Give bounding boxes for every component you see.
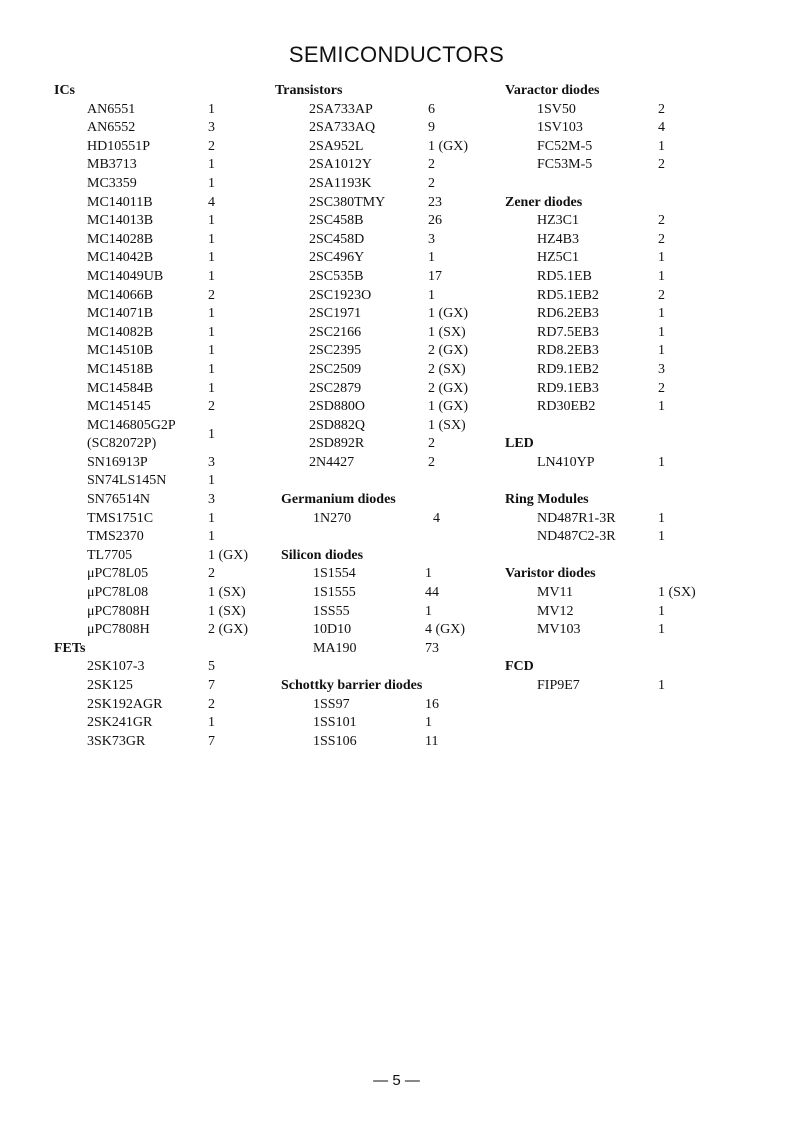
part-number: SN16913P [87, 454, 148, 470]
quantity: 1 (SX) [208, 585, 246, 601]
section-heading-fcd: FCD [505, 659, 534, 675]
part-number: FC53M-5 [537, 157, 593, 173]
part-number: HZ4B3 [537, 231, 579, 247]
list-item [275, 212, 442, 231]
part-number: 2SA1012Y [309, 157, 373, 173]
part-number: RD7.5EB3 [537, 324, 599, 340]
part-number: 1N270 [313, 510, 352, 526]
quantity: 2 [658, 231, 665, 247]
list-item [54, 342, 215, 361]
quantity: 9 [428, 120, 435, 136]
quantity: 2 [208, 566, 215, 582]
section-ics [54, 82, 249, 640]
section-transistors [275, 82, 469, 472]
section-heading-ics: ICs [54, 83, 76, 98]
list-item [54, 733, 215, 752]
quantity: 1 [208, 231, 215, 247]
part-number: ND487C2-3R [537, 529, 616, 545]
part-number: AN6552 [87, 120, 136, 136]
fcd-list [505, 677, 665, 696]
list-item [505, 584, 696, 603]
part-number: MV12 [537, 603, 574, 619]
quantity: 2 [658, 287, 665, 303]
list-item [54, 491, 215, 510]
part-number: 2SK241GR [87, 715, 153, 731]
section-varistor [505, 565, 696, 639]
list-item [505, 138, 665, 157]
list-item [505, 268, 665, 287]
list-item [505, 398, 665, 417]
part-number: MC145145 [87, 399, 151, 415]
list-item [54, 287, 215, 306]
part-number: FC52M-5 [537, 138, 593, 154]
quantity: 1 [658, 529, 665, 545]
list-item [281, 733, 439, 752]
list-item [275, 249, 435, 268]
list-item [54, 528, 215, 547]
list-item [54, 603, 246, 622]
list-item [54, 696, 215, 715]
quantity: 1 [208, 529, 215, 545]
list-item [275, 175, 435, 194]
list-item [54, 584, 246, 603]
part-number: HZ3C1 [537, 213, 579, 229]
quantity: 1 [208, 213, 215, 229]
quantity: 26 [428, 213, 442, 229]
quantity: 2 (GX) [208, 622, 249, 638]
list-item [275, 380, 469, 399]
quantity: 1 (SX) [428, 324, 466, 340]
quantity: 73 [425, 640, 439, 656]
list-item [281, 640, 439, 659]
list-item [54, 658, 215, 677]
ics-list-2 [54, 454, 249, 640]
list-item [54, 361, 215, 380]
part-number: μPC78L08 [87, 585, 149, 601]
list-item [505, 249, 665, 268]
part-number: RD9.1EB3 [537, 380, 599, 396]
quantity: 1 (GX) [208, 547, 249, 563]
quantity: 2 [658, 101, 665, 117]
quantity: 3 [208, 120, 215, 136]
ics-list [54, 101, 215, 417]
list-item [54, 175, 215, 194]
quantity: 1 (GX) [428, 399, 469, 415]
part-number: 2SC1923O [309, 287, 372, 303]
part-number: MV103 [537, 622, 581, 638]
part-number: 2SC2395 [309, 343, 362, 359]
part-line-1: MC146805G2P [87, 417, 176, 433]
section-heading-fets: FETs [54, 640, 86, 656]
list-item [275, 156, 435, 175]
column-2 [275, 82, 469, 751]
quantity: 1 [658, 678, 665, 693]
part-number: RD9.1EB2 [537, 361, 599, 377]
quantity: 2 [428, 157, 435, 173]
schottky-list [281, 696, 439, 752]
fets-list [54, 658, 215, 751]
list-item [54, 454, 215, 473]
section-schottky [281, 677, 439, 751]
quantity: 1 [208, 157, 215, 173]
quantity: 1 [208, 343, 215, 359]
section-led [505, 435, 665, 472]
part-number: 2SK125 [87, 678, 133, 693]
quantity: 1 [658, 268, 665, 284]
list-item [54, 249, 215, 268]
part-number: MV11 [537, 585, 574, 601]
part-number: 2SC458B [309, 213, 364, 229]
part-number: TL7705 [87, 547, 133, 563]
zener-list [505, 212, 665, 417]
list-item [505, 212, 665, 231]
quantity: 1 [425, 566, 432, 582]
section-heading-transistors: Transistors [275, 83, 343, 98]
section-heading-silicon: Silicon diodes [281, 547, 364, 563]
part-number: MA190 [313, 640, 357, 656]
list-item [505, 677, 665, 696]
quantity: 2 (GX) [428, 343, 469, 359]
quantity: 1 [208, 268, 215, 284]
part-number: 2SC380TMY [309, 194, 386, 210]
section-varactor [505, 82, 665, 175]
part-number: 2SC1971 [309, 306, 362, 322]
list-item [281, 696, 439, 715]
part-number: MC14518B [87, 361, 154, 377]
quantity: 1 (SX) [658, 585, 696, 601]
quantity: 4 [433, 510, 440, 526]
quantity: 2 [658, 157, 665, 173]
list-item [275, 119, 435, 138]
quantity: 2 [428, 454, 435, 470]
list-item [275, 287, 435, 306]
part-number [87, 417, 176, 454]
list-item [281, 603, 432, 622]
part-number: MC14013B [87, 213, 154, 229]
list-item [54, 510, 215, 529]
list-item [275, 435, 435, 454]
section-heading-led: LED [505, 436, 534, 452]
list-item [281, 584, 439, 603]
list-item [505, 156, 665, 175]
quantity: 5 [208, 659, 215, 675]
part-number: 2SA733AP [309, 101, 373, 117]
quantity: 1 (SX) [428, 417, 466, 433]
list-item [54, 398, 215, 417]
part-number: LN410YP [537, 454, 595, 470]
part-number: 2SD880O [309, 399, 366, 415]
quantity: 1 [658, 510, 665, 526]
part-number: 2SD882Q [309, 417, 366, 433]
list-item [505, 510, 665, 529]
quantity: 1 [208, 361, 215, 377]
section-heading-varistor: Varistor diodes [505, 566, 596, 582]
quantity: 1 [658, 454, 665, 470]
section-heading-schottky: Schottky barrier diodes [281, 678, 423, 693]
part-number: RD6.2EB3 [537, 306, 599, 322]
part-number: 1S1554 [313, 566, 356, 582]
quantity: 3 [208, 492, 215, 508]
quantity: 1 [208, 715, 215, 731]
part-number: MC14082B [87, 324, 154, 340]
transistors-list [275, 101, 469, 473]
quantity: 3 [208, 454, 215, 470]
list-item [54, 268, 215, 287]
quantity: 2 (GX) [428, 380, 469, 396]
list-item [505, 287, 665, 306]
section-fcd [505, 658, 665, 695]
part-number: 1SV103 [537, 120, 583, 136]
quantity: 1 [428, 250, 435, 266]
list-item [505, 603, 665, 622]
quantity: 1 [428, 287, 435, 303]
list-item [54, 101, 215, 120]
part-number: SN76514N [87, 492, 151, 508]
quantity: 1 [208, 175, 215, 191]
part-number: 2SA1193K [309, 175, 372, 191]
list-item [505, 621, 665, 640]
section-heading-varactor: Varactor diodes [505, 83, 600, 98]
quantity: 23 [428, 194, 442, 210]
part-number: 2SC535B [309, 268, 364, 284]
list-item [275, 268, 442, 287]
quantity: 1 [208, 473, 215, 489]
list-item [275, 305, 469, 324]
part-number: MC14028B [87, 231, 154, 247]
quantity: 3 [428, 231, 435, 247]
part-number: RD30EB2 [537, 399, 596, 415]
quantity: 16 [425, 696, 439, 712]
part-number: μPC78L05 [87, 566, 149, 582]
column-3 [505, 82, 696, 696]
quantity: 1 (GX) [428, 138, 469, 154]
list-item [275, 454, 435, 473]
section-zener [505, 194, 665, 417]
section-fets [54, 640, 215, 752]
quantity: 1 (SX) [208, 603, 246, 619]
list-item [275, 231, 435, 250]
ring-list [505, 510, 665, 547]
part-number: 2SK107-3 [87, 659, 145, 675]
quantity: 1 [658, 324, 665, 340]
list-item [54, 231, 215, 250]
part-number: HD10551P [87, 138, 151, 154]
list-item [54, 156, 215, 175]
part-number: FIP9E7 [537, 678, 580, 693]
part-number: MC14584B [87, 380, 154, 396]
quantity: 1 [208, 101, 215, 117]
germanium-list [281, 510, 440, 529]
part-number: 1SS106 [313, 733, 357, 749]
section-germanium [281, 491, 440, 528]
quantity: 1 [658, 138, 665, 154]
list-item [505, 361, 665, 380]
list-item [275, 398, 469, 417]
part-number: μPC7808H [87, 622, 150, 638]
list-item [281, 565, 432, 584]
part-number: MC14011B [87, 194, 153, 210]
list-item [54, 714, 215, 733]
quantity: 2 [208, 399, 215, 415]
part-number: MC14042B [87, 250, 154, 266]
quantity: 3 [658, 361, 665, 377]
quantity: 1 [658, 622, 665, 638]
list-item [281, 714, 432, 733]
quantity: 2 (SX) [428, 361, 466, 377]
list-item [281, 510, 440, 529]
quantity: 44 [425, 585, 439, 601]
list-item [54, 547, 249, 566]
part-number: 2SC2166 [309, 324, 362, 340]
list-item [505, 528, 665, 547]
quantity: 4 (GX) [425, 622, 466, 638]
list-item [505, 119, 665, 138]
led-list [505, 454, 665, 473]
quantity: 1 [658, 306, 665, 322]
quantity: 2 [658, 380, 665, 396]
part-number: MC14510B [87, 343, 154, 359]
quantity: 1 [208, 324, 215, 340]
part-number: MC14066B [87, 287, 154, 303]
quantity: 1 (GX) [428, 306, 469, 322]
part-number: SN74LS145N [87, 473, 167, 489]
part-number: ND487R1-3R [537, 510, 616, 526]
quantity: 11 [425, 733, 439, 749]
quantity: 1 [208, 380, 215, 396]
list-item [275, 342, 469, 361]
list-item [505, 101, 665, 120]
list-item [54, 621, 249, 640]
section-ring [505, 491, 665, 547]
part-line-2: (SC82072P) [87, 436, 157, 452]
part-number: HZ5C1 [537, 250, 579, 266]
list-item [505, 342, 665, 361]
varactor-list [505, 101, 665, 175]
list-item [275, 324, 466, 343]
quantity: 1 [658, 399, 665, 415]
page-number: — 5 — [373, 1072, 420, 1089]
part-number: RD5.1EB2 [537, 287, 599, 303]
list-item [281, 621, 466, 640]
part-number: 2SC458D [309, 231, 365, 247]
part-number: μPC7808H [87, 603, 150, 619]
part-number: 2SC2509 [309, 361, 362, 377]
quantity: 2 [208, 696, 215, 712]
quantity: 1 [208, 306, 215, 322]
section-heading-zener: Zener diodes [505, 194, 583, 210]
quantity: 1 [425, 715, 432, 731]
list-item [54, 194, 215, 213]
quantity: 17 [428, 268, 442, 284]
quantity: 2 [208, 138, 215, 154]
part-number: 2SK192AGR [87, 696, 163, 712]
quantity: 1 [425, 603, 432, 619]
part-number: MB3713 [87, 157, 137, 173]
section-silicon [281, 547, 466, 659]
part-number: 1S1555 [313, 585, 356, 601]
list-item [54, 565, 215, 584]
quantity: 2 [428, 436, 435, 452]
list-item [275, 194, 442, 213]
section-heading-germanium: Germanium diodes [281, 492, 396, 508]
column-1 [54, 82, 249, 751]
list-item [275, 361, 466, 380]
list-item [54, 212, 215, 231]
section-heading-ring: Ring Modules [505, 492, 589, 508]
list-item [54, 138, 215, 157]
quantity: 2 [428, 175, 435, 191]
list-item [54, 677, 215, 696]
part-number: 2SD892R [309, 436, 365, 452]
list-item [54, 305, 215, 324]
part-number: 1SS97 [313, 696, 350, 712]
quantity: 4 [658, 120, 665, 136]
ics-double-row [54, 417, 215, 454]
part-number: 1SS55 [313, 603, 350, 619]
part-number: RD8.2EB3 [537, 343, 599, 359]
part-number: MC3359 [87, 175, 137, 191]
part-number: TMS1751C [87, 510, 154, 526]
list-item [54, 324, 215, 343]
part-number: 1SV50 [537, 101, 576, 117]
part-number: 3SK73GR [87, 733, 146, 749]
list-item [54, 119, 215, 138]
quantity: 6 [428, 101, 435, 117]
part-number: 2SA952L [309, 138, 364, 154]
quantity: 2 [658, 213, 665, 229]
list-item [275, 417, 466, 436]
part-number: MC14071B [87, 306, 154, 322]
list-item [505, 231, 665, 250]
quantity: 1 [658, 250, 665, 266]
quantity: 1 [208, 426, 215, 442]
part-number: 2N4427 [309, 454, 355, 470]
list-item [275, 138, 469, 157]
list-item [505, 305, 665, 324]
list-item [505, 324, 665, 343]
part-number: 2SC2879 [309, 380, 362, 396]
quantity: 2 [208, 287, 215, 303]
part-number: MC14049UB [87, 268, 164, 284]
part-number: TMS2370 [87, 529, 144, 545]
quantity: 1 [208, 510, 215, 526]
varistor-list [505, 584, 696, 640]
part-number: 10D10 [313, 622, 352, 638]
part-number: 2SC496Y [309, 250, 365, 266]
list-item [505, 380, 665, 399]
quantity: 1 [658, 343, 665, 359]
part-number: AN6551 [87, 101, 136, 117]
list-item [505, 454, 665, 473]
page-title: SEMICONDUCTORS [288, 42, 505, 67]
part-number: 1SS101 [313, 715, 357, 731]
list-item [54, 380, 215, 399]
quantity: 7 [208, 678, 215, 693]
part-number: 2SA733AQ [309, 120, 376, 136]
quantity: 1 [208, 250, 215, 266]
silicon-list [281, 565, 466, 658]
quantity: 4 [208, 194, 215, 210]
part-number: RD5.1EB [537, 268, 592, 284]
list-item [275, 101, 435, 120]
quantity: 1 [658, 603, 665, 619]
list-item [54, 472, 215, 491]
quantity: 7 [208, 733, 215, 749]
